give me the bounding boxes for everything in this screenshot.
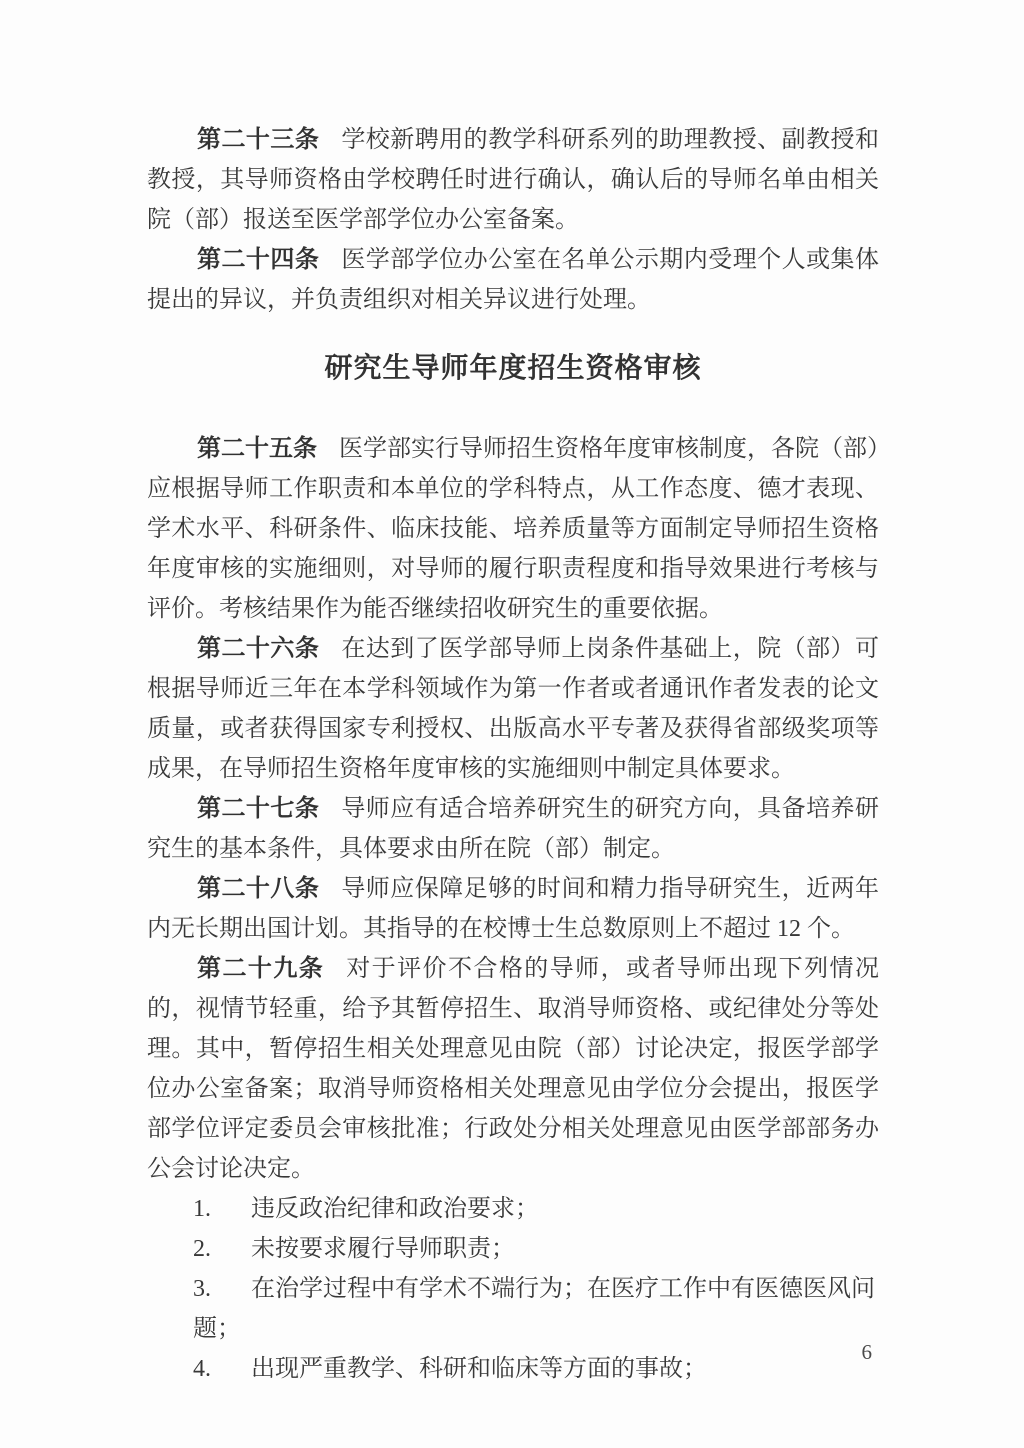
clause-item-4 (147, 1349, 879, 1389)
clause-list (147, 1189, 879, 1389)
article-29-number: 第二十九条 (197, 956, 325, 982)
clause-1-text: 违反政治纪律和政治要求； (251, 1196, 539, 1222)
article-28-text: 导师应保障足够的时间和精力指导研究生，近两年内无长期出国计划。其指导的在校博士生总数原则上不超过 12 个。 (147, 876, 880, 942)
article-23-paragraph (147, 120, 879, 240)
clause-3-number: 3. (193, 1276, 211, 1302)
article-25-number: 第二十五条 (197, 436, 317, 462)
article-23-text: 学校新聘用的教学科研系列的助理教授、副教授和教授，其导师资格由学校聘任时进行确认，确认后的导师名单由相关院（部）报送至医学部学位办公室备案。 (147, 127, 880, 233)
article-23-number: 第二十三条 (197, 127, 320, 153)
clause-4-number: 4. (193, 1356, 211, 1382)
document-body (147, 120, 879, 1389)
article-28-paragraph (147, 869, 879, 949)
article-26-paragraph (147, 629, 879, 789)
article-26-number: 第二十六条 (197, 636, 320, 662)
article-29-text: 对于评价不合格的导师，或者导师出现下列情况的，视情节轻重，给予其暂停招生、取消导师资格、或纪律处分等处理。其中，暂停招生相关处理意见由院（部）讨论决定，报医学部学位办公室备案；取消导师资格相关处理意见由学位分会提出，报医学部学位评定委员会审核批准；行政处分相关处理意见由医学部部务办公会讨论决定。 (147, 956, 880, 1182)
clause-2-text: 未按要求履行导师职责； (251, 1236, 515, 1262)
page-number: 6 (861, 1340, 872, 1364)
article-24-number: 第二十四条 (197, 247, 320, 273)
clause-item-1 (147, 1189, 879, 1229)
clause-2-number: 2. (193, 1236, 211, 1262)
article-29-paragraph (147, 949, 879, 1189)
clause-3-text: 在治学过程中有学术不端行为；在医疗工作中有医德医风问题； (193, 1276, 875, 1342)
clause-4-text: 出现严重教学、科研和临床等方面的事故； (251, 1356, 707, 1382)
article-27-number: 第二十七条 (197, 796, 320, 822)
article-24-text: 医学部学位办公室在名单公示期内受理个人或集体提出的异议，并负责组织对相关异议进行处理。 (147, 247, 880, 313)
clause-item-3 (147, 1269, 879, 1349)
section-heading: 研究生导师年度招生资格审核 (324, 353, 702, 384)
article-27-paragraph (147, 789, 879, 869)
article-25-text: 医学部实行导师招生资格年度审核制度，各院（部）应根据导师工作职责和本单位的学科特点，从工作态度、德才表现、学术水平、科研条件、临床技能、培养质量等方面制定导师招生资格年度审核的实施细则，对导师的履行职责程度和指导效果进行考核与评价。考核结果作为能否继续招收研究生的重要依据。 (147, 436, 879, 622)
article-27-text: 导师应有适合培养研究生的研究方向，具备培养研究生的基本条件，具体要求由所在院（部）制定。 (147, 796, 880, 862)
article-24-paragraph (147, 240, 879, 320)
article-25-paragraph (147, 429, 879, 629)
clause-1-number: 1. (193, 1196, 211, 1222)
article-26-text: 在达到了医学部导师上岗条件基础上，院（部）可根据导师近三年在本学科领域作为第一作者或者通讯作者发表的论文质量，或者获得国家专利授权、出版高水平专著及获得省部级奖项等成果，在导师招生资格年度审核的实施细则中制定具体要求。 (147, 636, 880, 782)
clause-item-2 (147, 1229, 879, 1269)
article-28-number: 第二十八条 (197, 876, 320, 902)
